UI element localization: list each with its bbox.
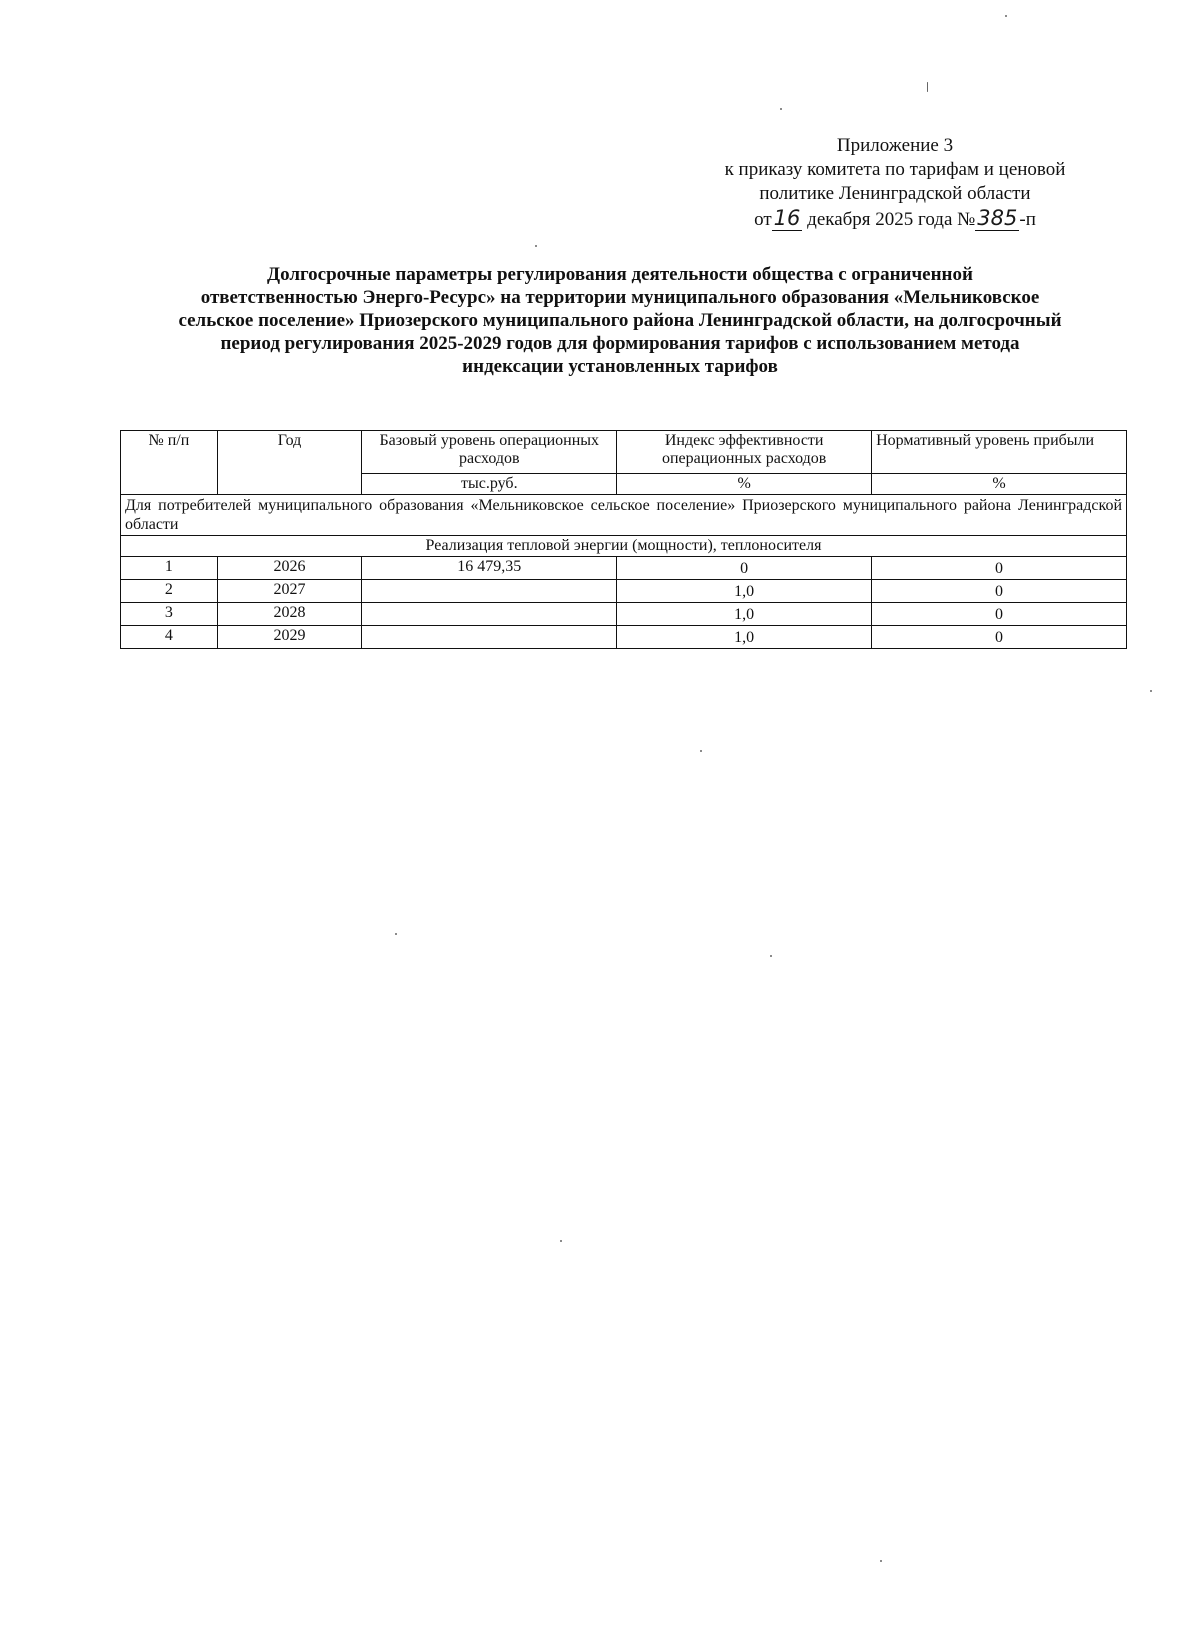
consumer-group-row (121, 495, 1127, 536)
header-efficiency-index: Индекс эффективности операционных расходов (617, 431, 872, 474)
title-line-3: сельское поселение» Приозерского муниципального района Ленинградской области, на долгосрочный (178, 310, 1062, 331)
cell-year: 2029 (217, 626, 362, 649)
cell-base (362, 580, 617, 603)
scan-speck (1150, 690, 1152, 692)
table-row (121, 626, 1127, 649)
appendix-line-2: к приказу комитета по тарифам и ценовой (724, 159, 1066, 180)
title-line-1: Долгосрочные параметры регулирования деятельности общества с ограниченной (267, 264, 973, 285)
cell-profit: 0 (872, 580, 1127, 603)
title-line-2: ответственностью Энерго-Ресурс» на территории муниципального образования «Мельниковское (200, 287, 1040, 308)
cell-year: 2026 (217, 557, 362, 580)
scan-speck (880, 1560, 882, 1562)
cell-profit: 0 (872, 557, 1127, 580)
header-num: № п/п (121, 431, 218, 495)
scan-speck (1005, 15, 1007, 17)
table-row (121, 603, 1127, 626)
scan-speck (535, 245, 537, 247)
table-row (121, 580, 1127, 603)
handwritten-day: 16 (773, 206, 801, 230)
cell-index: 0 (617, 557, 872, 580)
section-text: Реализация тепловой энергии (мощности), теплоносителя (121, 536, 1127, 557)
scan-speck (770, 955, 772, 957)
order-suffix: -п (1019, 209, 1036, 230)
appendix-line-1: Приложение 3 (836, 135, 954, 156)
title-line-5: индексации установленных тарифов (462, 356, 778, 377)
scan-speck (780, 108, 782, 110)
cell-base (362, 603, 617, 626)
cell-profit: 0 (872, 603, 1127, 626)
cell-num: 3 (121, 603, 218, 626)
cell-num: 4 (121, 626, 218, 649)
title-line-4: период регулирования 2025-2029 годов для формирования тарифов с использованием метода (220, 333, 1020, 354)
document-title (120, 263, 1120, 378)
date-middle: декабря 2025 года № (807, 209, 976, 230)
cell-base: 16 479,35 (362, 557, 617, 580)
section-row (121, 536, 1127, 557)
header-normative-profit: Нормативный уровень прибыли (872, 431, 1127, 474)
cell-profit: 0 (872, 626, 1127, 649)
cell-num: 2 (121, 580, 218, 603)
consumer-group-text: Для потребителей муниципального образования «Мельниковское сельское поселение» Приозерского муниципального района Ленинградской области (121, 495, 1127, 536)
unit-base: тыс.руб. (362, 474, 617, 495)
appendix-header (660, 134, 1130, 232)
unit-index: % (617, 474, 872, 495)
table-row (121, 557, 1127, 580)
cell-num: 1 (121, 557, 218, 580)
appendix-line-3: политике Ленинградской области (759, 183, 1031, 204)
cell-index: 1,0 (617, 580, 872, 603)
unit-profit: % (872, 474, 1127, 495)
cell-year: 2028 (217, 603, 362, 626)
parameters-table (120, 430, 1127, 649)
appendix-line-4 (660, 206, 1130, 232)
scan-speck (927, 82, 928, 92)
handwritten-order-number: 385 (977, 206, 1018, 230)
cell-year: 2027 (217, 580, 362, 603)
scan-speck (395, 933, 397, 935)
header-year: Год (217, 431, 362, 495)
date-prefix: от (754, 209, 772, 230)
scan-speck (560, 1240, 562, 1242)
cell-index: 1,0 (617, 603, 872, 626)
cell-index: 1,0 (617, 626, 872, 649)
scan-speck (700, 750, 702, 752)
cell-base (362, 626, 617, 649)
table-header-row (121, 431, 1127, 474)
header-base-opex: Базовый уровень операционных расходов (362, 431, 617, 474)
